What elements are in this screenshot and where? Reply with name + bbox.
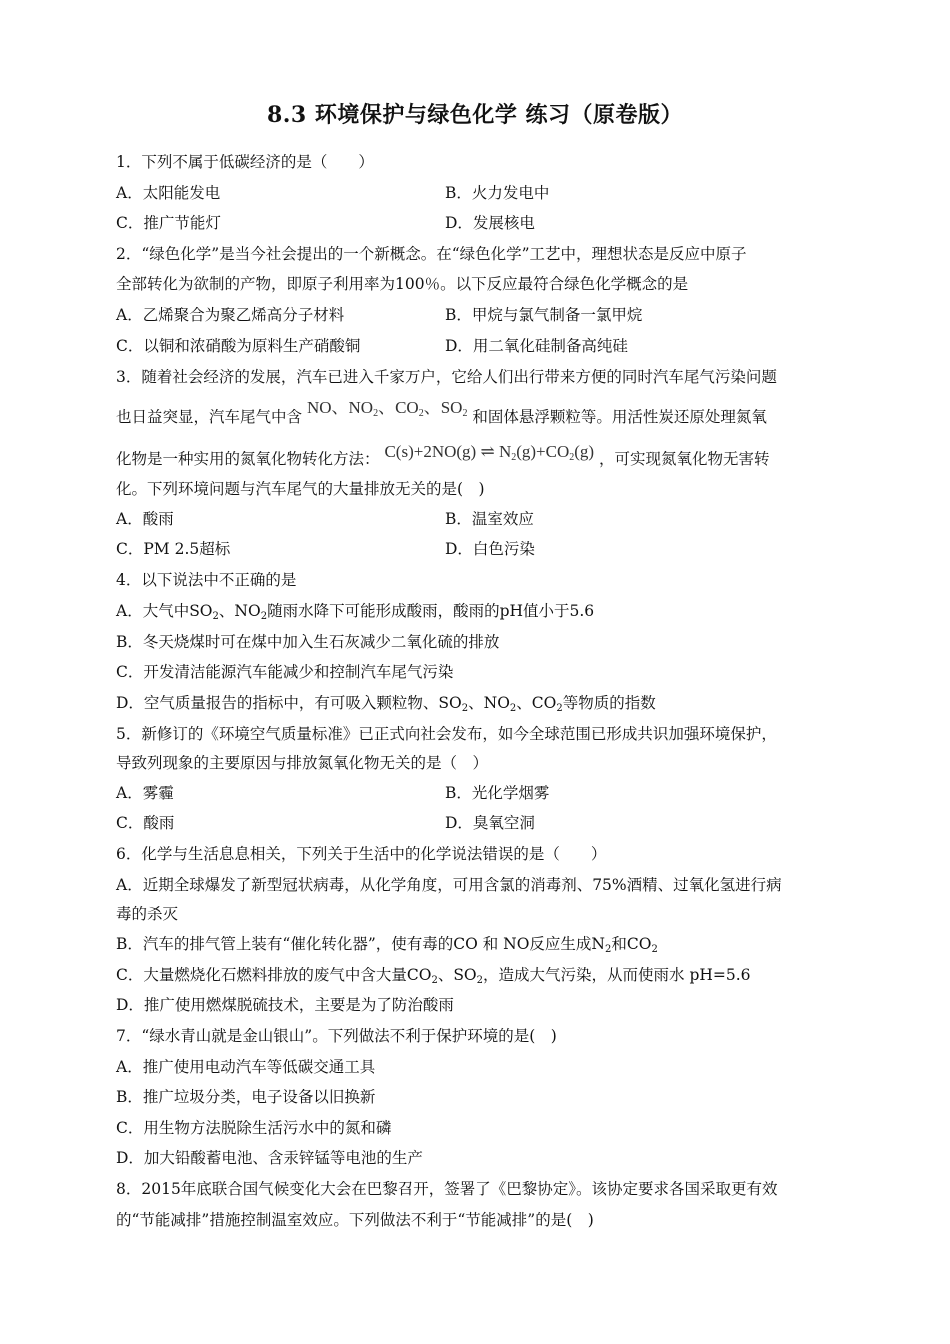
page-title: 8.3 环境保护与绿色化学 练习（原卷版） <box>266 102 684 128</box>
question-5-stem-line2: 导致列现象的主要原因与排放氮氧化物无关的是（ ） <box>116 754 489 772</box>
subscript: 2 <box>511 452 517 463</box>
subscript: 2 <box>476 975 484 986</box>
q5-option-a: A．雾霾 <box>116 784 174 802</box>
subscript: 2 <box>605 944 612 955</box>
equation-right: (g)+CO <box>516 442 570 461</box>
text: ，造成大气污染，从而使雨水 pH=5.6 <box>483 966 751 984</box>
q2-option-d: D．用二氧化硅制备高纯硅 <box>445 337 628 355</box>
q6-option-a-line1: A．近期全球爆发了新型冠状病毒，从化学角度，可用含氯的消毒剂、75%酒精、过氧化氢进行病 <box>116 876 782 894</box>
q1-option-d: D．发展核电 <box>445 214 535 232</box>
question-2-stem-line1: 2．“绿色化学”是当今社会提出的一个新概念。在“绿色化学”工艺中，理想状态是反应中原子 <box>116 245 747 263</box>
stem-text: 化物是一种实用的氮氧化物转化方法： <box>116 450 380 468</box>
q4-option-d <box>116 693 656 713</box>
question-7-stem: 7．“绿水青山就是金山银山”。下列做法不利于保护环境的是( ) <box>116 1027 557 1045</box>
text: 等物质的指数 <box>562 694 656 712</box>
q2-option-b: B．甲烷与氯气制备一氯甲烷 <box>445 306 643 324</box>
question-3-stem-line2 <box>116 398 767 427</box>
text: 随雨水降下可能形成酸雨，酸雨的pH值小于5.6 <box>267 602 595 620</box>
text: D．空气质量报告的指标中，有可吸入颗粒物、SO <box>116 694 462 712</box>
formula-so2: SO <box>440 398 463 417</box>
subscript: 2 <box>418 408 424 419</box>
q5-option-c: C．酸雨 <box>116 814 175 832</box>
q4-option-c: C．开发清洁能源汽车能减少和控制汽车尾气污染 <box>116 663 454 681</box>
q2-option-c: C．以铜和浓硝酸为原料生产硝酸铜 <box>116 337 361 355</box>
text: A．大气中SO <box>116 602 213 620</box>
question-3-stem-line4: 化。下列环境问题与汽车尾气的大量排放无关的是( ) <box>116 480 485 498</box>
q2-option-a: A．乙烯聚合为聚乙烯高分子材料 <box>116 306 345 324</box>
q7-option-a: A．推广使用电动汽车等低碳交通工具 <box>116 1058 376 1076</box>
subscript: 2 <box>260 611 268 622</box>
text: 、NO <box>468 694 510 712</box>
equation-left: C(s)+2NO(g) <box>384 442 477 461</box>
subscript: 2 <box>509 703 517 714</box>
text: C．大量燃烧化石燃料排放的废气中含大量CO <box>116 966 432 984</box>
q6-option-b <box>116 934 658 954</box>
question-8-stem-line1: 8．2015年底联合国气候变化大会在巴黎召开，签署了《巴黎协定》。该协定要求各国采取更有效 <box>116 1180 778 1198</box>
formula-no2: NO <box>348 398 374 417</box>
text: 、SO <box>437 966 477 984</box>
question-2-stem-line2: 全部转化为欲制的产物，即原子利用率为100％。以下反应最符合绿色化学概念的是 <box>116 275 689 293</box>
stem-text: 也日益突显，汽车尾气中含 <box>116 408 303 426</box>
text: B．汽车的排气管上装有“催化转化器”，使有毒的CO 和 NO反应生成N <box>116 935 605 953</box>
question-3-stem-line1: 3．随着社会经济的发展，汽车已进入千家万户，它给人们出行带来方便的同时汽车尾气污染问题 <box>116 368 777 386</box>
equation-end: (g) <box>574 442 595 461</box>
subscript: 2 <box>556 703 563 714</box>
q1-option-c: C．推广节能灯 <box>116 214 221 232</box>
q4-option-b: B．冬天烧煤时可在煤中加入生石灰减少二氧化硫的排放 <box>116 633 500 651</box>
q7-option-d: D．加大铅酸蓄电池、含汞锌锰等电池的生产 <box>116 1149 423 1167</box>
question-6-stem: 6．化学与生活息息相关，下列关于生活中的化学说法错误的是（ ） <box>116 845 607 863</box>
q7-option-c: C．用生物方法脱除生活污水中的氮和磷 <box>116 1119 392 1137</box>
q5-option-b: B．光化学烟雾 <box>445 784 550 802</box>
formula-no: NO <box>306 398 332 417</box>
question-4-stem: 4．以下说法中不正确的是 <box>116 571 297 589</box>
subscript: 2 <box>462 408 468 419</box>
separator: 、 <box>331 398 349 417</box>
q7-option-b: B．推广垃圾分类，电子设备以旧换新 <box>116 1088 376 1106</box>
question-8-stem-line2: 的“节能减排”措施控制温室效应。下列做法不利于“节能减排”的是( ) <box>116 1211 594 1229</box>
q3-option-b: B．温室效应 <box>445 510 534 528</box>
stem-text: ，可实现氮氧化物无害转 <box>599 450 770 468</box>
pollutant-formulas <box>307 398 467 417</box>
question-1-stem: 1．下列不属于低碳经济的是（ ） <box>116 153 374 171</box>
subscript: 2 <box>212 611 219 622</box>
q6-option-a-line2: 毒的杀灭 <box>116 905 179 923</box>
question-3-stem-line3 <box>116 442 770 469</box>
subscript: 2 <box>651 944 658 955</box>
subscript: 2 <box>373 408 379 419</box>
subscript: 2 <box>569 452 575 463</box>
stem-text: 和固体悬浮颗粒等。用活性炭还原处理氮氧 <box>472 408 767 426</box>
q1-option-b: B．火力发电中 <box>445 184 550 202</box>
q6-option-d: D．推广使用燃煤脱硫技术，主要是为了防治酸雨 <box>116 996 454 1014</box>
text: 、CO <box>516 694 557 712</box>
question-5-stem-line1: 5．新修订的《环境空气质量标准》已正式向社会发布，如今全球范围已形成共识加强环境保护， <box>116 725 777 743</box>
equilibrium-arrow-icon: ⇌ <box>480 442 495 461</box>
q3-option-a: A．酸雨 <box>116 510 174 528</box>
q1-option-a: A．太阳能发电 <box>116 184 221 202</box>
q6-option-c <box>116 965 751 985</box>
q3-option-d: D．白色污染 <box>445 540 535 558</box>
text: 和CO <box>611 935 652 953</box>
formula-co2: CO <box>395 398 419 417</box>
separator: 、 <box>423 398 441 417</box>
subscript: 2 <box>431 975 438 986</box>
equation-n: N <box>498 442 512 461</box>
subscript: 2 <box>461 703 469 714</box>
reaction-equation <box>384 442 594 461</box>
q3-option-c: C．PM 2.5超标 <box>116 540 231 558</box>
q5-option-d: D．臭氧空洞 <box>445 814 535 832</box>
text: 、NO <box>218 602 261 620</box>
separator: 、 <box>378 398 396 417</box>
q4-option-a <box>116 601 594 621</box>
